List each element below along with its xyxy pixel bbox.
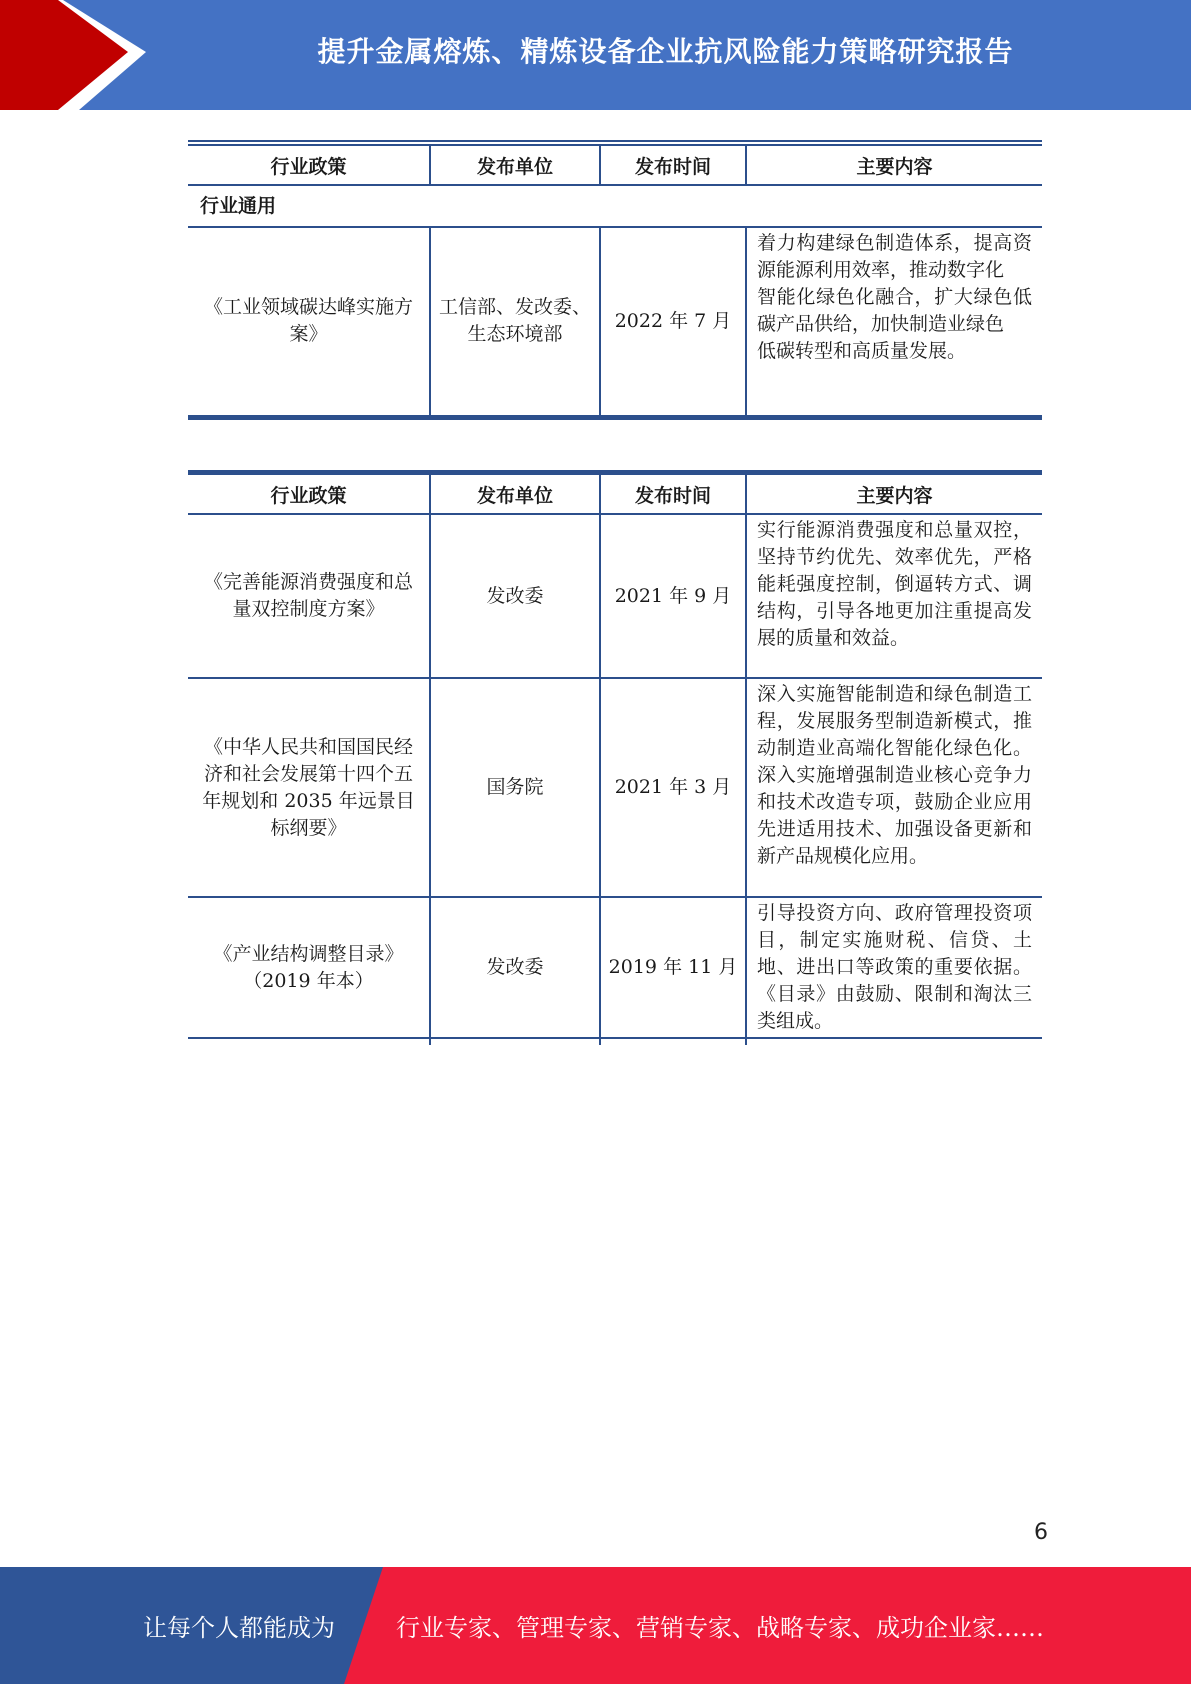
publisher-cell xyxy=(430,227,600,417)
table-row-cut xyxy=(188,1038,1042,1045)
table-header-row xyxy=(188,473,1042,515)
publisher-cell: 国务院 xyxy=(430,678,600,897)
footer-slogan-right: 行业专家、管理专家、营销专家、战略专家、成功企业家…… xyxy=(396,1614,1044,1642)
policy-table-energy xyxy=(188,470,1042,1045)
policy-name: 《中华人民共和国国民经济和社会发展第十四个五年规划和 2035 年远景目标纲要》 xyxy=(202,735,415,839)
header-policy: 行业政策 xyxy=(188,143,430,185)
header-content: 主要内容 xyxy=(746,473,1042,515)
policy-name: 《完善能源消费强度和总量双控制度方案》 xyxy=(203,571,413,620)
report-title: 提升金属熔炼、精炼设备企业抗风险能力策略研究报告 xyxy=(317,35,1014,68)
header-publisher: 发布单位 xyxy=(430,473,600,515)
policy-cell xyxy=(188,678,430,897)
policy-cell xyxy=(188,897,430,1038)
section-label: 行业通用 xyxy=(188,185,1042,227)
date-cell: 2022 年 7 月 xyxy=(600,227,746,417)
policy-cell xyxy=(188,227,430,417)
footer-banner xyxy=(0,1567,1191,1684)
content-cell: 深入实施智能制造和绿色制造工程，发展服务型制造新模式，推动制造业高端化智能化绿色化。深入实施增强制造业核心竞争力和技术改造专项，鼓励企业应用先进适用技术、加强设备更新和新产品规模化应用。 xyxy=(746,678,1042,897)
content-cell xyxy=(746,227,1042,417)
header-date: 发布时间 xyxy=(600,143,746,185)
publisher-name: 工信部、发改委、生态环境部 xyxy=(439,296,592,346)
header-date: 发布时间 xyxy=(600,473,746,515)
policy-cell xyxy=(188,514,430,678)
table-row xyxy=(188,514,1042,678)
content-cell: 引导投资方向、政府管理投资项目，制定实施财税、信贷、土地、进出口等政策的重要依据。《目录》由鼓励、限制和淘汰三类组成。 xyxy=(746,897,1042,1038)
header-banner xyxy=(0,0,1191,110)
content-line: 低碳转型和高质量发展。 xyxy=(757,340,967,362)
date-cell: 2019 年 11 月 xyxy=(600,897,746,1038)
header-content: 主要内容 xyxy=(746,143,1042,185)
content-line: 着力构建绿色制造体系，提高资源能源利用效率，推动数字化 xyxy=(757,232,1032,281)
policy-table-general xyxy=(188,140,1042,420)
table-row xyxy=(188,678,1042,897)
section-row xyxy=(188,185,1042,227)
publisher-cell: 发改委 xyxy=(430,897,600,1038)
policy-name: 《产业结构调整目录》（2019 年本） xyxy=(213,942,404,992)
header-publisher: 发布单位 xyxy=(430,143,600,185)
page-number: 6 xyxy=(1034,1520,1048,1545)
content-cell: 实行能源消费强度和总量双控，坚持节约优先、效率优先，严格能耗强度控制，倒逼转方式、调结构，引导各地更加注重提高发展的质量和效益。 xyxy=(746,514,1042,678)
table-row xyxy=(188,897,1042,1038)
publisher-cell: 发改委 xyxy=(430,514,600,678)
table-row xyxy=(188,227,1042,417)
header-policy: 行业政策 xyxy=(188,473,430,515)
date-cell: 2021 年 3 月 xyxy=(600,678,746,897)
date-cell: 2021 年 9 月 xyxy=(600,514,746,678)
header-chevron-icon xyxy=(0,0,160,110)
content-line: 智能化绿色化融合，扩大绿色低碳产品供给，加快制造业绿色 xyxy=(757,286,1032,335)
table-header-row xyxy=(188,143,1042,185)
policy-name: 《工业领域碳达峰实施方案》 xyxy=(203,296,413,346)
footer-slogan-left: 让每个人都能成为 xyxy=(143,1614,335,1642)
